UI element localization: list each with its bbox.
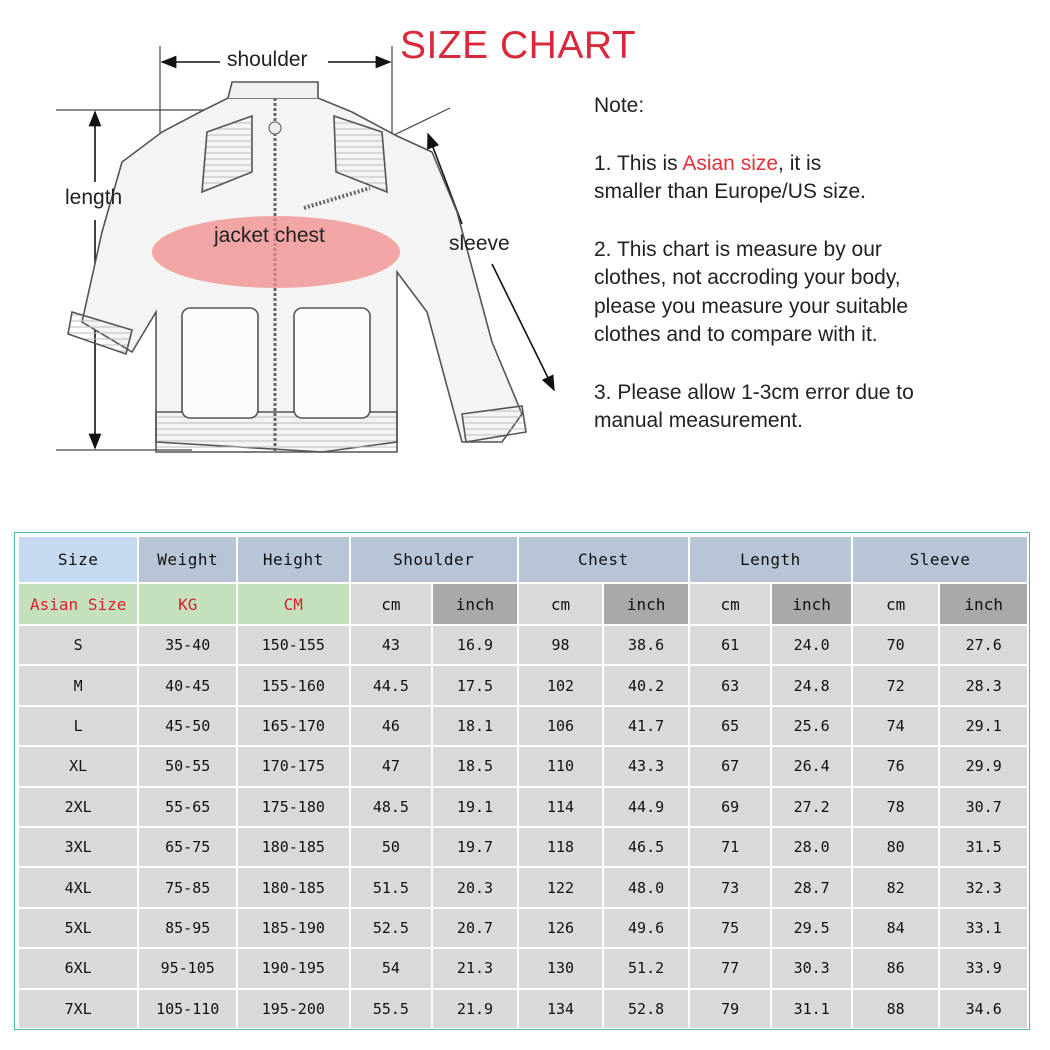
table-cell: 134 <box>519 990 602 1028</box>
table-cell: 19.7 <box>433 828 517 866</box>
table-cell: 29.1 <box>940 707 1027 745</box>
table-cell: 30.3 <box>772 949 851 987</box>
table-cell: 130 <box>519 949 602 987</box>
table-cell: 69 <box>690 788 770 826</box>
table-cell: 28.3 <box>940 666 1027 704</box>
table-cell: 71 <box>690 828 770 866</box>
table-cell: 24.8 <box>772 666 851 704</box>
table-cell: 16.9 <box>433 626 517 664</box>
note-3-line-1: 3. Please allow 1-3cm error due to <box>594 380 914 404</box>
table-cell: 31.5 <box>940 828 1027 866</box>
table-cell: 118 <box>519 828 602 866</box>
table-cell: 34.6 <box>940 990 1027 1028</box>
table-row <box>19 868 1027 906</box>
note-1-line-1 <box>594 150 994 179</box>
table-cell: 40.2 <box>604 666 688 704</box>
table-cell: 170-175 <box>238 747 349 785</box>
table-cell: 75 <box>690 909 770 947</box>
table-cell: 7XL <box>19 990 137 1028</box>
table-row <box>19 909 1027 947</box>
table-cell: 43 <box>351 626 432 664</box>
table-cell: 74 <box>853 707 938 745</box>
note-1-highlight: Asian size <box>682 151 779 175</box>
note-1-suffix: , it is <box>778 151 822 175</box>
table-cell: 33.9 <box>940 949 1027 987</box>
table-cell: 48.0 <box>604 868 688 906</box>
table-cell: 20.3 <box>433 868 517 906</box>
header-sleeve: Sleeve <box>853 537 1027 582</box>
table-cell: 28.0 <box>772 828 851 866</box>
unit-sleeve-cm: cm <box>853 584 938 624</box>
table-cell: 50-55 <box>139 747 236 785</box>
unit-sleeve-inch: inch <box>940 584 1027 624</box>
table-row <box>19 707 1027 745</box>
table-cell: 38.6 <box>604 626 688 664</box>
table-cell: 72 <box>853 666 938 704</box>
shoulder-label: shoulder <box>227 48 308 71</box>
table-cell: 20.7 <box>433 909 517 947</box>
table-cell: 54 <box>351 949 432 987</box>
table-cell: 95-105 <box>139 949 236 987</box>
header-shoulder: Shoulder <box>351 537 517 582</box>
table-cell: 29.5 <box>772 909 851 947</box>
table-cell: 49.6 <box>604 909 688 947</box>
table-cell: 85-95 <box>139 909 236 947</box>
table-cell: 25.6 <box>772 707 851 745</box>
table-cell: 19.1 <box>433 788 517 826</box>
table-cell: 51.5 <box>351 868 432 906</box>
table-cell: XL <box>19 747 137 785</box>
table-cell: 47 <box>351 747 432 785</box>
table-cell: 77 <box>690 949 770 987</box>
table-cell: 52.8 <box>604 990 688 1028</box>
table-row <box>19 666 1027 704</box>
table-cell: 106 <box>519 707 602 745</box>
table-cell: 88 <box>853 990 938 1028</box>
table-cell: M <box>19 666 137 704</box>
table-cell: 44.5 <box>351 666 432 704</box>
table-cell: 43.3 <box>604 747 688 785</box>
note-2-line-4: clothes and to compare with it. <box>594 323 878 346</box>
table-cell: 3XL <box>19 828 137 866</box>
unit-shoulder-cm: cm <box>351 584 432 624</box>
table-cell: 114 <box>519 788 602 826</box>
table-cell: 150-155 <box>238 626 349 664</box>
unit-cm-height: CM <box>238 584 349 624</box>
table-cell: 65 <box>690 707 770 745</box>
length-label: length <box>65 186 123 209</box>
table-cell: 21.3 <box>433 949 517 987</box>
unit-kg: KG <box>139 584 236 624</box>
table-cell: 41.7 <box>604 707 688 745</box>
table-cell: 76 <box>853 747 938 785</box>
header-weight: Weight <box>139 537 236 582</box>
table-cell: 105-110 <box>139 990 236 1028</box>
page-title: SIZE CHART <box>400 24 637 67</box>
table-cell: 6XL <box>19 949 137 987</box>
table-cell: L <box>19 707 137 745</box>
table-cell: 175-180 <box>238 788 349 826</box>
table-cell: 51.2 <box>604 949 688 987</box>
unit-row <box>19 584 1027 624</box>
table-cell: 55-65 <box>139 788 236 826</box>
unit-asian-size: Asian Size <box>19 584 137 624</box>
table-cell: 185-190 <box>238 909 349 947</box>
table-cell: 46 <box>351 707 432 745</box>
note-1-prefix: 1. This is <box>594 151 683 175</box>
collar-button <box>269 122 281 134</box>
note-3-line-2: manual measurement. <box>594 409 803 432</box>
table-row <box>19 990 1027 1028</box>
table-cell: 63 <box>690 666 770 704</box>
table-cell: 84 <box>853 909 938 947</box>
unit-length-cm: cm <box>690 584 770 624</box>
table-cell: 55.5 <box>351 990 432 1028</box>
table-cell: 70 <box>853 626 938 664</box>
table-cell: 31.1 <box>772 990 851 1028</box>
table-cell: 110 <box>519 747 602 785</box>
table-cell: 18.5 <box>433 747 517 785</box>
sleeve-label: sleeve <box>449 232 510 255</box>
chest-label: jacket chest <box>214 224 325 247</box>
table-cell: 40-45 <box>139 666 236 704</box>
header-row <box>19 537 1027 582</box>
table-cell: 61 <box>690 626 770 664</box>
note-2-line-1: 2. This chart is measure by our <box>594 237 882 261</box>
table-cell: 190-195 <box>238 949 349 987</box>
table-row <box>19 949 1027 987</box>
table-cell: 82 <box>853 868 938 906</box>
table-cell: 98 <box>519 626 602 664</box>
table-cell: 29.9 <box>940 747 1027 785</box>
table-cell: 78 <box>853 788 938 826</box>
table-cell: 67 <box>690 747 770 785</box>
table-cell: 180-185 <box>238 868 349 906</box>
table-cell: 126 <box>519 909 602 947</box>
header-size: Size <box>19 537 137 582</box>
sleeve-guide <box>392 108 450 136</box>
table-cell: 180-185 <box>238 828 349 866</box>
size-table <box>17 535 1029 1030</box>
table-cell: 155-160 <box>238 666 349 704</box>
table-row <box>19 747 1027 785</box>
header-length: Length <box>690 537 851 582</box>
table-cell: 30.7 <box>940 788 1027 826</box>
table-cell: 5XL <box>19 909 137 947</box>
table-cell: 50 <box>351 828 432 866</box>
table-cell: 18.1 <box>433 707 517 745</box>
table-cell: 122 <box>519 868 602 906</box>
table-cell: 28.7 <box>772 868 851 906</box>
table-cell: 26.4 <box>772 747 851 785</box>
table-cell: 17.5 <box>433 666 517 704</box>
note-1-line-2: smaller than Europe/US size. <box>594 180 866 203</box>
table-cell: 45-50 <box>139 707 236 745</box>
table-cell: 44.9 <box>604 788 688 826</box>
table-cell: 33.1 <box>940 909 1027 947</box>
table-row <box>19 828 1027 866</box>
table-cell: 32.3 <box>940 868 1027 906</box>
header-height: Height <box>238 537 349 582</box>
unit-chest-cm: cm <box>519 584 602 624</box>
table-cell: 21.9 <box>433 990 517 1028</box>
table-cell: 2XL <box>19 788 137 826</box>
notes-block <box>594 92 994 436</box>
size-table-container <box>14 532 1030 1030</box>
table-cell: 52.5 <box>351 909 432 947</box>
table-cell: 46.5 <box>604 828 688 866</box>
table-cell: 102 <box>519 666 602 704</box>
table-cell: 86 <box>853 949 938 987</box>
table-cell: 27.6 <box>940 626 1027 664</box>
table-cell: 165-170 <box>238 707 349 745</box>
table-cell: 80 <box>853 828 938 866</box>
table-cell: 195-200 <box>238 990 349 1028</box>
table-cell: S <box>19 626 137 664</box>
notes-heading: Note: <box>594 94 645 117</box>
table-cell: 35-40 <box>139 626 236 664</box>
table-cell: 75-85 <box>139 868 236 906</box>
note-2-line-3: please you measure your suitable <box>594 294 909 318</box>
unit-chest-inch: inch <box>604 584 688 624</box>
table-cell: 24.0 <box>772 626 851 664</box>
table-cell: 48.5 <box>351 788 432 826</box>
note-2-line-2: clothes, not accroding your body, <box>594 266 901 289</box>
table-cell: 73 <box>690 868 770 906</box>
table-cell: 65-75 <box>139 828 236 866</box>
unit-length-inch: inch <box>772 584 851 624</box>
unit-shoulder-inch: inch <box>433 584 517 624</box>
table-row <box>19 626 1027 664</box>
table-row <box>19 788 1027 826</box>
table-cell: 27.2 <box>772 788 851 826</box>
header-chest: Chest <box>519 537 688 582</box>
table-cell: 79 <box>690 990 770 1028</box>
table-cell: 4XL <box>19 868 137 906</box>
